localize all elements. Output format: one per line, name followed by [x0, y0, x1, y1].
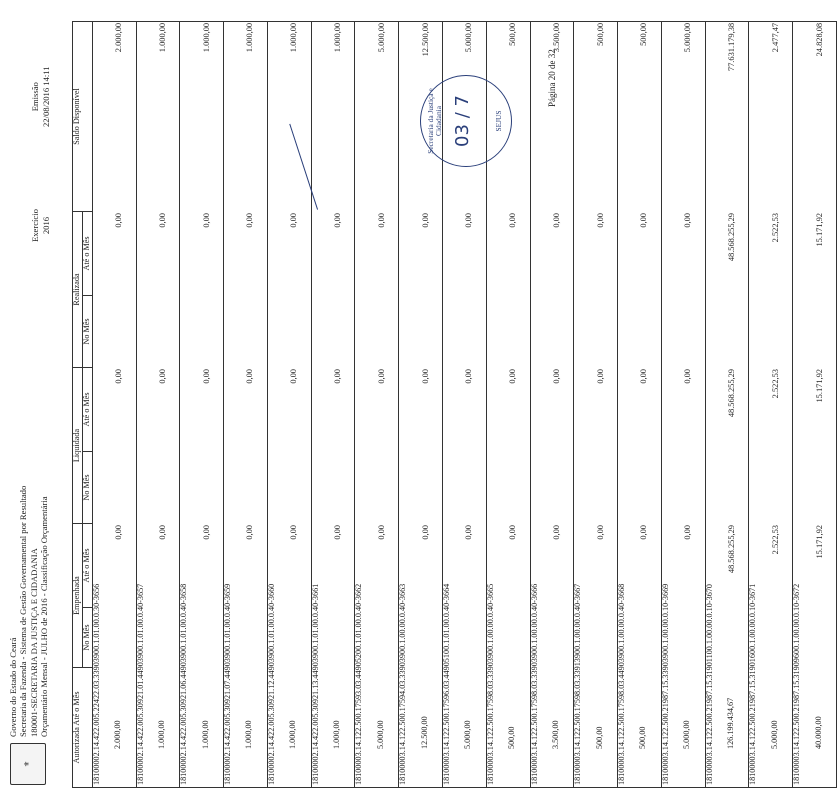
row-cell: [530, 21, 574, 787]
row-rea-ate-mes: 0,00: [595, 213, 605, 228]
row-liq-no-mes: [815, 451, 836, 523]
col-realizada-no-mes: No Mês: [82, 295, 92, 367]
table-row: [530, 21, 574, 787]
page-number: Página 20 de 32: [547, 49, 557, 107]
stamp-text-mid: 03 / 7: [452, 95, 473, 147]
col-liquidada: Liquidada: [73, 367, 83, 523]
row-code: 18100002.14.422.005.22422.03.33903900.1.01.00.0.30-3656: [91, 583, 101, 785]
row-saldo: 12.500,00: [420, 22, 430, 57]
row-rea-ate-mes: 0,00: [508, 213, 518, 228]
col-realizada: Realizada: [73, 211, 83, 367]
row-saldo: 5.000,00: [683, 22, 693, 53]
row-code: 18100003.14.122.500.17594.03.33903900.1.00.00.0.40-3663: [398, 583, 408, 785]
row-liq-ate-mes: 2.522,53: [770, 369, 780, 399]
row-liq-ate-mes: 0,00: [464, 369, 474, 384]
row-code: 18100003.14.122.500.17598.03.33913900.1.00.00.0.40-3667: [573, 583, 583, 785]
row-saldo: 2.477,47: [770, 22, 780, 53]
row-saldo: 1.000,00: [201, 22, 211, 53]
row-emp-ate-mes: 48.568.255,29: [727, 525, 737, 574]
row-cell: [180, 21, 224, 787]
row-liq-no-mes: [333, 451, 354, 523]
row-liq-ate-mes: 0,00: [289, 369, 299, 384]
row-liq-ate-mes: 0,00: [508, 369, 518, 384]
row-liq-no-mes: [464, 451, 485, 523]
row-liq-ate-mes: 0,00: [420, 369, 430, 384]
row-autorizada: 1.000,00: [332, 720, 342, 749]
row-emp-no-mes: [683, 607, 704, 667]
row-rea-ate-mes: 0,00: [464, 213, 474, 228]
row-rea-ate-mes: 0,00: [420, 213, 430, 228]
exercicio-block: [30, 209, 51, 242]
row-rea-ate-mes: 2.522,53: [770, 213, 780, 243]
row-autorizada: 12.500,00: [419, 716, 429, 749]
emissao-value: 22/08/2016 14:11: [40, 66, 51, 127]
row-cell: [355, 21, 399, 787]
row-rea-ate-mes: 0,00: [201, 213, 211, 228]
table-row: [618, 21, 662, 787]
row-liq-no-mes: [289, 451, 310, 523]
row-rea-no-mes: [508, 295, 529, 367]
row-code: 18100003.14.122.500.17598.03.33903900.1.00.00.0.40-3666: [529, 583, 539, 785]
row-rea-no-mes: [771, 295, 792, 367]
row-emp-no-mes: [289, 607, 310, 667]
row-autorizada: 5.000,00: [375, 720, 385, 749]
row-liq-no-mes: [158, 451, 179, 523]
emissao-block: [30, 66, 51, 127]
row-autorizada: 5.000,00: [463, 720, 473, 749]
header-line-government: Governo do Estado do Ceará: [8, 637, 18, 737]
row-emp-no-mes: [421, 607, 442, 667]
row-liq-no-mes: [771, 451, 792, 523]
row-emp-ate-mes: 0,00: [551, 525, 561, 540]
col-liquidada-ate-mes: Até o Mês: [82, 367, 92, 451]
row-autorizada: 1.000,00: [200, 720, 210, 749]
row-code: 18100002.14.422.005.30921.12.44903900.1.01.00.0.40-3660: [266, 583, 276, 785]
row-liq-no-mes: [508, 451, 529, 523]
row-rea-no-mes: [552, 295, 573, 367]
col-empenhada-no-mes: No Mês: [82, 608, 92, 668]
row-emp-ate-mes: 0,00: [595, 525, 605, 540]
row-code: 18100002.14.422.005.30921.13.44903900.1.01.00.0.40-3661: [310, 583, 320, 785]
row-rea-ate-mes: 0,00: [157, 213, 167, 228]
row-cell: [136, 21, 180, 787]
row-saldo: 1.000,00: [289, 22, 299, 53]
row-rea-ate-mes: 0,00: [551, 213, 561, 228]
table-row: [180, 21, 224, 787]
row-emp-ate-mes: 0,00: [683, 525, 693, 540]
row-rea-no-mes: [289, 295, 310, 367]
stamp-text-top: Secretaria da Justiça e Cidadania: [426, 88, 443, 154]
row-liq-ate-mes: 0,00: [595, 369, 605, 384]
header-line-secretaria: Secretaria da Fazenda - Sistema de Gestão Governamental por Resultado: [18, 485, 29, 737]
row-autorizada: 126.199.434,67: [726, 697, 736, 749]
row-emp-no-mes: [639, 607, 660, 667]
row-liq-ate-mes: 0,00: [157, 369, 167, 384]
row-code: 18100002.14.422.005.30921.06.44903900.1.01.00.0.40-3658: [179, 583, 189, 785]
table-row: [355, 21, 399, 787]
col-autorizada: Autorizada Até o Mês: [73, 668, 93, 788]
col-empenhada-ate-mes: Até o Mês: [82, 524, 92, 608]
row-rea-ate-mes: 0,00: [245, 213, 255, 228]
row-emp-ate-mes: 0,00: [201, 525, 211, 540]
exercicio-value: 2016: [40, 216, 51, 235]
stamp-text-bottom: SEJUS: [494, 110, 504, 132]
row-liq-no-mes: [552, 451, 573, 523]
row-emp-no-mes: [158, 607, 179, 667]
row-rea-ate-mes: 0,00: [333, 213, 343, 228]
row-liq-no-mes: [596, 451, 617, 523]
row-code: 18100003.14.122.500.21987.15.33903900.1.00.00.0.10-3669: [660, 583, 670, 785]
row-autorizada: 500,00: [638, 726, 648, 749]
row-liq-no-mes: [639, 451, 660, 523]
row-autorizada: 3.500,00: [550, 720, 560, 749]
row-code: 18100002.14.422.005.30921.01.44903900.1.01.00.0.40-3657: [135, 583, 145, 785]
row-code: 18100003.14.122.500.17593.03.44905200.1.01.00.0.40-3662: [354, 583, 364, 785]
row-saldo: 500,00: [508, 22, 518, 46]
row-autorizada: 1.000,00: [244, 720, 254, 749]
row-rea-no-mes: [727, 295, 748, 367]
row-rea-ate-mes: 0,00: [683, 213, 693, 228]
row-emp-ate-mes: 0,00: [464, 525, 474, 540]
row-liq-no-mes: [683, 451, 704, 523]
row-rea-ate-mes: 48.568.255,29: [727, 213, 737, 262]
row-saldo: 5.000,00: [464, 22, 474, 53]
row-code: 18100002.14.422.005.30921.07.44903900.1.01.00.0.40-3659: [223, 583, 233, 785]
row-autorizada: 2.000,00: [113, 720, 123, 749]
row-emp-no-mes: [114, 607, 135, 667]
row-emp-no-mes: [377, 607, 398, 667]
table-row: [749, 21, 793, 787]
row-emp-ate-mes: 15.171,92: [814, 525, 824, 559]
row-code: 18100003.14.122.500.21987.15.31909600.1.00.00.0.10-3672: [792, 583, 802, 785]
table-row: [574, 21, 618, 787]
row-rea-no-mes: [815, 295, 836, 367]
row-emp-no-mes: [333, 607, 354, 667]
row-liq-ate-mes: 0,00: [245, 369, 255, 384]
row-saldo: 500,00: [595, 22, 605, 46]
row-liq-no-mes: [377, 451, 398, 523]
row-autorizada: 500,00: [594, 726, 604, 749]
table-row: [793, 21, 837, 787]
header-line-unit: 180001-SECRETARIA DA JUSTIÇA E CIDADANIA: [28, 548, 39, 737]
row-emp-no-mes: [464, 607, 485, 667]
row-rea-no-mes: [245, 295, 266, 367]
row-emp-no-mes: [727, 607, 748, 667]
official-stamp: [420, 75, 512, 167]
row-saldo: 1.000,00: [157, 22, 167, 53]
row-emp-ate-mes: 0,00: [376, 525, 386, 540]
row-rea-ate-mes: 15.171,92: [814, 213, 824, 247]
row-autorizada: 5.000,00: [682, 720, 692, 749]
row-rea-no-mes: [639, 295, 660, 367]
row-liq-no-mes: [421, 451, 442, 523]
emissao-label: Emissão: [30, 82, 40, 112]
row-emp-ate-mes: 0,00: [508, 525, 518, 540]
row-autorizada: 1.000,00: [156, 720, 166, 749]
row-liq-ate-mes: 0,00: [114, 369, 124, 384]
header-line-report-title: Orçamentário Mensal - JULHO de 2016 - Classificação Orçamentária: [38, 496, 49, 737]
col-realizada-ate-mes: Até o Mês: [82, 211, 92, 295]
row-saldo: 24.828,08: [814, 22, 824, 57]
row-emp-ate-mes: 0,00: [289, 525, 299, 540]
row-rea-no-mes: [377, 295, 398, 367]
row-emp-no-mes: [508, 607, 529, 667]
row-liq-ate-mes: 0,00: [376, 369, 386, 384]
row-liq-no-mes: [114, 451, 135, 523]
row-rea-no-mes: [114, 295, 135, 367]
row-cell: [311, 21, 355, 787]
row-rea-no-mes: [596, 295, 617, 367]
row-emp-no-mes: [815, 607, 836, 667]
col-empenhada: Empenhada: [73, 524, 83, 668]
row-saldo: 3.500,00: [551, 22, 561, 53]
row-emp-no-mes: [552, 607, 573, 667]
row-autorizada: 40.000,00: [813, 716, 823, 749]
table-header-row-1: [73, 21, 83, 787]
row-liq-ate-mes: 15.171,92: [814, 369, 824, 403]
row-cell: [92, 21, 136, 787]
row-emp-no-mes: [596, 607, 617, 667]
row-code: 18100003.14.122.500.17598.03.33903900.1.00.00.0.40-3665: [485, 583, 495, 785]
row-rea-no-mes: [333, 295, 354, 367]
row-emp-no-mes: [202, 607, 223, 667]
row-saldo: 2.000,00: [114, 22, 124, 53]
row-liq-ate-mes: 48.568.255,29: [727, 369, 737, 418]
row-emp-ate-mes: 0,00: [157, 525, 167, 540]
col-saldo: Saldo Disponível: [73, 21, 93, 211]
row-emp-ate-mes: 0,00: [333, 525, 343, 540]
row-cell: [661, 21, 705, 787]
row-emp-ate-mes: 2.522,53: [770, 525, 780, 555]
row-rea-no-mes: [464, 295, 485, 367]
row-liq-ate-mes: 0,00: [683, 369, 693, 384]
table-row: [311, 21, 355, 787]
row-rea-ate-mes: 0,00: [639, 213, 649, 228]
row-emp-ate-mes: 0,00: [245, 525, 255, 540]
row-cell: [749, 21, 793, 787]
table-row: [705, 21, 749, 787]
row-code: 18100003.14.122.500.17598.03.44903900.1.00.00.0.40-3668: [617, 583, 627, 785]
row-rea-no-mes: [158, 295, 179, 367]
row-rea-no-mes: [202, 295, 223, 367]
row-liq-no-mes: [202, 451, 223, 523]
row-autorizada: 1.000,00: [288, 720, 298, 749]
col-liquidada-no-mes: No Mês: [82, 452, 92, 524]
row-rea-ate-mes: 0,00: [289, 213, 299, 228]
row-saldo: 77.631.179,38: [727, 22, 737, 72]
row-code: 18100003.14.122.500.21987.15.31901100.1.00.00.0.10-3670: [704, 584, 714, 785]
row-liq-ate-mes: 0,00: [201, 369, 211, 384]
exercicio-label: Exercício: [30, 209, 40, 242]
row-emp-ate-mes: 0,00: [639, 525, 649, 540]
table-row: [92, 21, 136, 787]
row-code: 18100003.14.122.500.21987.15.31901600.1.00.00.0.10-3671: [748, 583, 758, 785]
row-emp-ate-mes: 0,00: [114, 525, 124, 540]
table-row: [661, 21, 705, 787]
row-autorizada: 500,00: [507, 726, 517, 749]
row-rea-no-mes: [683, 295, 704, 367]
row-emp-no-mes: [245, 607, 266, 667]
row-liq-no-mes: [245, 451, 266, 523]
row-saldo: 1.000,00: [245, 22, 255, 53]
row-rea-ate-mes: 0,00: [114, 213, 124, 228]
row-cell: [574, 21, 618, 787]
row-autorizada: 5.000,00: [769, 720, 779, 749]
report-header: [8, 486, 49, 737]
row-cell: [618, 21, 662, 787]
row-cell: [793, 21, 837, 787]
row-liq-ate-mes: 0,00: [333, 369, 343, 384]
table-row: [136, 21, 180, 787]
row-emp-ate-mes: 0,00: [420, 525, 430, 540]
row-liq-ate-mes: 0,00: [639, 369, 649, 384]
row-rea-no-mes: [421, 295, 442, 367]
row-saldo: 1.000,00: [333, 22, 343, 53]
row-liq-no-mes: [727, 451, 748, 523]
row-rea-ate-mes: 0,00: [376, 213, 386, 228]
row-liq-ate-mes: 0,00: [551, 369, 561, 384]
row-saldo: 5.000,00: [376, 22, 386, 53]
row-code: 18100003.14.122.500.17596.03.44905100.1.01.00.0.40-3664: [441, 583, 451, 785]
row-cell: [705, 21, 749, 787]
row-saldo: 500,00: [639, 22, 649, 46]
state-crest-logo: ⚜: [10, 743, 46, 785]
row-emp-no-mes: [771, 607, 792, 667]
